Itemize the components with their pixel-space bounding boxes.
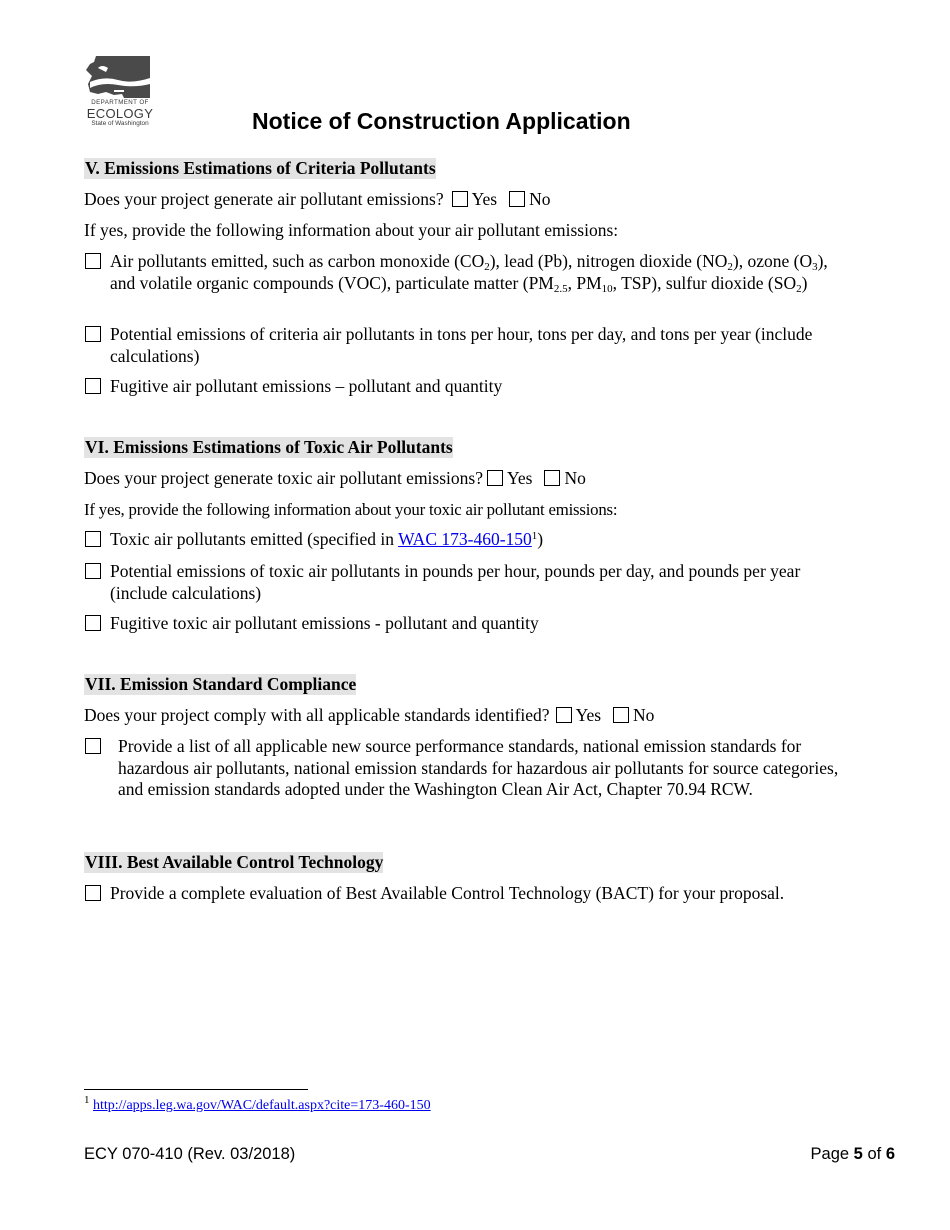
section-6-item-potential-emissions — [84, 561, 844, 604]
logo-line-ecology: ECOLOGY — [86, 106, 154, 122]
section-6-question: Does your project generate toxic air pollutant emissions? — [84, 468, 483, 488]
section-6-item-3-checkbox[interactable] — [85, 615, 101, 631]
section-5-item-1-text: Air pollutants emitted, such as carbon monoxide $(CO_2)$, lead (Pb), nitrogen dioxide $(NO_2)$, ozone $(O_3)$, and volatile organic compounds (VOC), particulate matter ($PM_{2.5}$, $PM_{10}$, TSP), sulfur dioxide $(SO_2)$ — [110, 251, 828, 295]
section-6-item-3-text: Fugitive toxic air pollutant emissions - pollutant and quantity — [110, 613, 539, 633]
section-6-item-1-checkbox[interactable] — [85, 531, 101, 547]
section-8-item-bact — [84, 883, 844, 905]
section-6-intro: If yes, provide the following information about your toxic air pollutant emissions: — [84, 500, 618, 519]
section-6-item-toxic-pollutants — [84, 529, 844, 551]
section-7-no-label: No — [633, 705, 655, 725]
ecology-logo — [84, 54, 156, 134]
section-5-yes-label: Yes — [471, 189, 498, 209]
section-6-item-2-checkbox[interactable] — [85, 563, 101, 579]
footnote — [84, 1094, 431, 1114]
section-8-item-1-text: Provide a complete evaluation of Best Available Control Technology (BACT) for your proposal. — [110, 883, 785, 903]
section-5-intro: If yes, provide the following information about your air pollutant emissions: — [84, 220, 619, 240]
section-5-question: Does your project generate air pollutant emissions? — [84, 189, 444, 209]
section-7-item-1-checkbox[interactable] — [85, 738, 101, 754]
section-6-yes-checkbox[interactable] — [487, 470, 503, 486]
section-5-heading: V. Emissions Estimations of Criteria Pollutants — [85, 158, 436, 178]
section-5-yes-checkbox[interactable] — [452, 191, 468, 207]
section-7-heading: VII. Emission Standard Compliance — [85, 674, 357, 694]
logo-line-state: State of Washington — [91, 120, 149, 128]
section-5-item-2-text: Potential emissions of criteria air pollutants in tons per hour, tons per day, and tons per year (include calculations) — [110, 324, 813, 366]
footnote-url-link[interactable]: http://apps.leg.wa.gov/WAC/default.aspx?cite=173-460-150 — [93, 1098, 431, 1113]
section-7-yes-label: Yes — [575, 705, 602, 725]
washington-state-icon — [84, 54, 156, 100]
section-5-question-row — [84, 189, 550, 211]
footnote-divider — [84, 1089, 308, 1090]
logo-wordmark — [84, 100, 156, 128]
section-5-item-2-checkbox[interactable] — [85, 326, 101, 342]
section-7-item-standards-list — [84, 736, 844, 801]
section-8-heading: VIII. Best Available Control Technology — [85, 852, 384, 872]
page-number: Page 5 of 6 — [810, 1145, 895, 1163]
section-6-heading: VI. Emissions Estimations of Toxic Air Pollutants — [85, 437, 453, 457]
page-title: Notice of Construction Application — [252, 108, 631, 134]
section-5-item-potential-emissions — [84, 324, 844, 367]
footnote-ref: 1 — [531, 530, 538, 542]
section-6-item-2-text: Potential emissions of toxic air pollutants in pounds per hour, pounds per day, and pounds per year (include calculations) — [110, 561, 801, 603]
section-5-item-3-text: Fugitive air pollutant emissions – pollutant and quantity — [110, 376, 503, 396]
form-id: ECY 070-410 (Rev. 03/2018) — [84, 1145, 296, 1163]
section-5-item-air-pollutants — [84, 251, 844, 294]
logo-line-department: DEPARTMENT OF — [91, 99, 149, 106]
section-6-item-1-text: Toxic air pollutants emitted (specified in WAC $173-460-150^1$) — [110, 529, 544, 549]
page-current: 5 — [853, 1145, 863, 1163]
section-6-item-fugitive — [84, 613, 844, 635]
section-7-item-1-text: Provide a list of all applicable new source performance standards, national emission standards for hazardous air pollutants, national emission standards for hazardous air pollutants for source categories, and emission standards adopted under the Washington Clean Air Act, Chapter 70.94 RCW. — [118, 736, 839, 799]
section-6-no-label: No — [564, 468, 586, 488]
section-6-question-row — [84, 468, 586, 490]
section-6-no-checkbox[interactable] — [544, 470, 560, 486]
footnote-marker: 1 — [84, 1094, 90, 1106]
section-5-no-label: No — [529, 189, 551, 209]
section-5-no-checkbox[interactable] — [509, 191, 525, 207]
section-7-question: Does your project comply with all applicable standards identified? — [84, 705, 550, 725]
section-8-item-1-checkbox[interactable] — [85, 885, 101, 901]
section-7-question-row — [84, 705, 654, 727]
section-5-item-fugitive — [84, 376, 844, 398]
section-7-no-checkbox[interactable] — [613, 707, 629, 723]
section-6-yes-label: Yes — [506, 468, 533, 488]
section-5-item-3-checkbox[interactable] — [85, 378, 101, 394]
wac-link[interactable]: WAC 173-460-150 — [398, 529, 532, 549]
page-total: 6 — [885, 1145, 895, 1163]
section-5-item-1-checkbox[interactable] — [85, 253, 101, 269]
section-7-yes-checkbox[interactable] — [556, 707, 572, 723]
